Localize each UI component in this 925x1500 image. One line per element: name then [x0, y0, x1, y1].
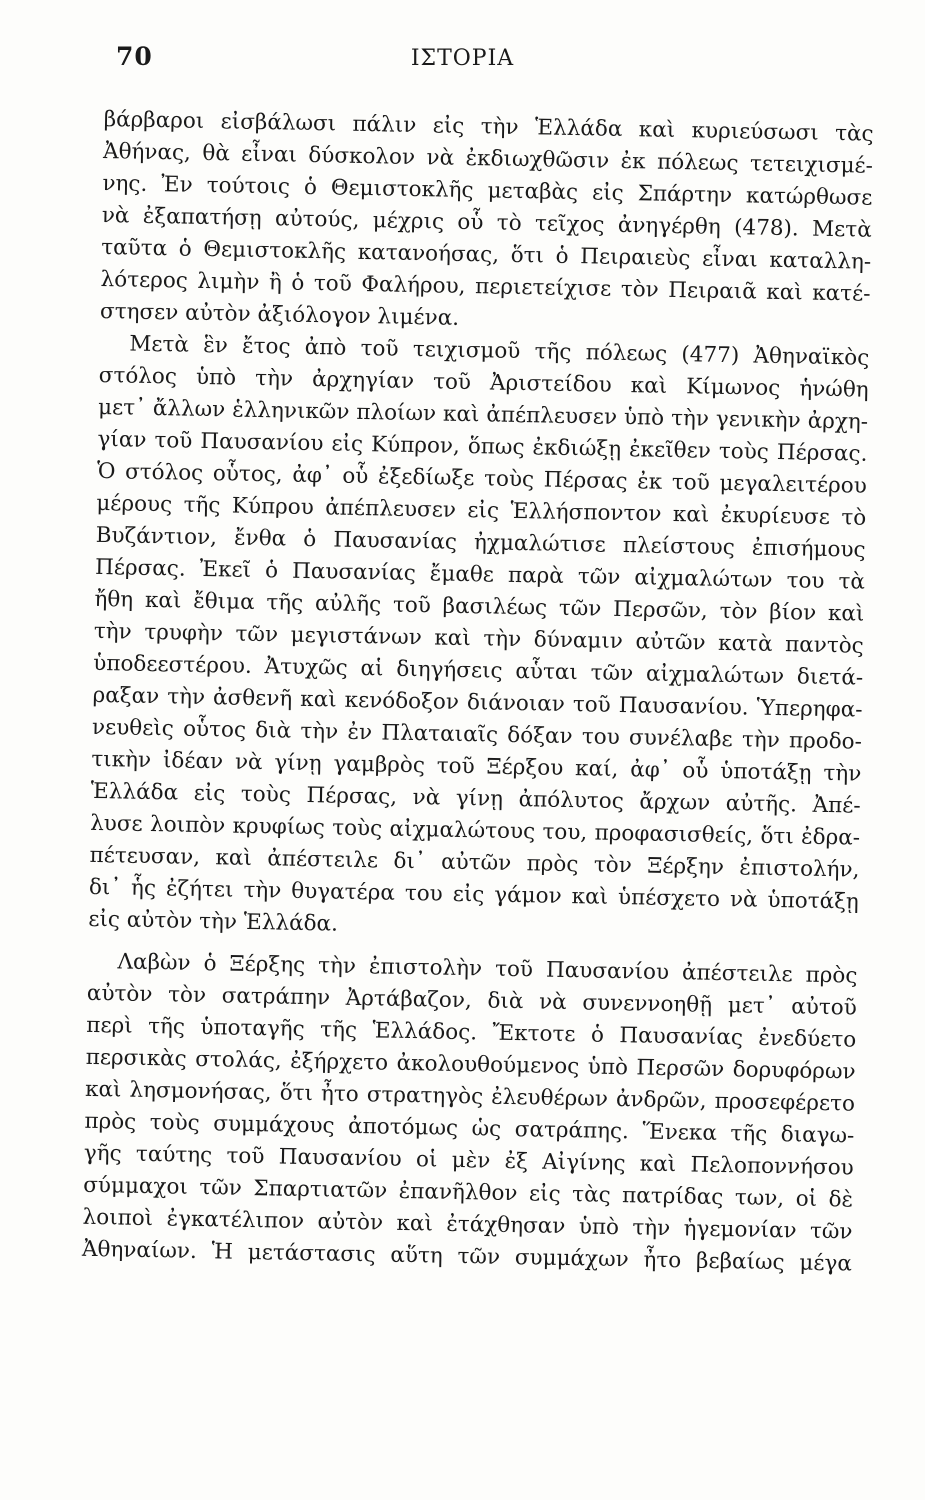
- running-title: ΙΣΤΟΡΙΑ: [410, 46, 515, 71]
- text-line: Λαβὼν ὁ Ξέρξης τὴν ἐπιστολὴν τοῦ Παυσανίου ἀπέστειλε πρὸς: [117, 949, 858, 989]
- text-line: τικὴν ἰδέαν νὰ γίνῃ γαμβρὸς τοῦ Ξέρξου καί, ἀφ᾽ οὗ ὑποτάξῃ τὴν: [91, 746, 862, 787]
- text-line: ταῦτα ὁ Θεμιστοκλῆς κατανοήσας, ὅτι ὁ Πειραιεὺς εἶναι καταλλη-: [101, 234, 872, 275]
- text-line: λοιποὶ ἐγκατέλιπον αὐτὸν καὶ ἐτάχθησαν ὑπὸ τὴν ἡγεμονίαν τῶν: [82, 1204, 853, 1245]
- page-number: 70: [116, 42, 153, 71]
- text-line: ἤθη καὶ ἔθιμα τῆς αὐλῆς τοῦ βασιλέως τῶν Περσῶν, τὸν βίον καὶ: [94, 586, 865, 627]
- text-line: νης. Ἐν τούτοις ὁ Θεμιστοκλῆς μεταβὰς εἰς Σπάρτην κατώρθωσε: [102, 170, 873, 211]
- text-line: νευθεὶς οὗτος διὰ τὴν ἐν Πλαταιαῖς δόξαν του συνέλαβε τὴν προδο-: [91, 714, 863, 755]
- text-line: γίαν τοῦ Παυσανίου εἰς Κύπρον, ὅπως ἐκδιώξῃ ἐκεῖθεν τοὺς Πέρσας.: [97, 426, 868, 467]
- text-line: μετ᾽ ἄλλων ἑλληνικῶν πλοίων καὶ ἀπέπλευσεν ὑπὸ τὴν γενικὴν ἀρχη-: [97, 394, 869, 435]
- text-line: γῆς ταύτης τοῦ Παυσανίου οἱ μὲν ἐξ Αἰγίνης καὶ Πελοποννήσου: [83, 1140, 854, 1181]
- text-line: Ἀθηναίων. Ἡ μετάστασις αὕτη τῶν συμμάχων ἦτο βεβαίως μέγα: [81, 1236, 853, 1277]
- text-line: Βυζάντιον, ἔνθα ὁ Παυσανίας ἠχμαλώτισε πλείστους ἐπισήμους: [95, 522, 866, 563]
- text-line: δι᾽ ἧς ἐζήτει τὴν θυγατέρα του εἰς γάμον καὶ ὑπέσχετο νὰ ὑποτάξῃ: [88, 874, 860, 915]
- text-line: πρὸς τοὺς συμμάχους ἀποτόμως ὡς σατράπης. Ἕνεκα τῆς διαγω-: [84, 1108, 855, 1149]
- text-line: περὶ τῆς ὑποταγῆς τῆς Ἑλλάδος. Ἔκτοτε ὁ Παυσανίας ἐνεδύετο: [86, 1012, 857, 1053]
- text-line: εἰς αὐτὸν τὴν Ἑλλάδα.: [88, 906, 339, 937]
- text-line: ραξαν τὴν ἀσθενῆ καὶ κενόδοξον διάνοιαν τοῦ Παυσανίου. Ὑπερηφα-: [92, 682, 863, 723]
- text-line: σύμμαχοι τῶν Σπαρτιατῶν ἐπανῆλθον εἰς τὰς πατρίδας των, οἱ δὲ: [82, 1172, 854, 1213]
- text-line: Ἀθήνας, θὰ εἶναι δύσκολον νὰ ἐκδιωχθῶσιν ἐκ πόλεως τετειχισμέ-: [102, 138, 874, 179]
- text-line: λότερος λιμὴν ἢ ὁ τοῦ Φαλήρου, περιετείχισε τὸν Πειραιᾶ καὶ κατέ-: [100, 266, 871, 307]
- body-text: [82, 104, 874, 1281]
- text-line: περσικὰς στολάς, ἐξήρχετο ἀκολουθούμενος ὑπὸ Περσῶν δορυφόρων: [85, 1044, 856, 1085]
- page-header: [0, 42, 925, 82]
- text-line: νὰ ἐξαπατήσῃ αὐτούς, μέχρις οὗ τὸ τεῖχος ἀνηγέρθη (478). Μετὰ: [101, 202, 872, 243]
- text-line: βάρβαροι εἰσβάλωσι πάλιν εἰς τὴν Ἑλλάδα καὶ κυριεύσωσι τὰς: [103, 106, 874, 147]
- paragraph-3: [82, 946, 858, 1281]
- text-line: μέρους τῆς Κύπρου ἀπέπλευσεν εἰς Ἑλλήσποντον καὶ ἐκυρίευσε τὸ: [96, 490, 867, 531]
- text-line: αὐτὸν τὸν σατράπην Ἀρτάβαζον, διὰ νὰ συνεννοηθῇ μετ᾽ αὐτοῦ: [86, 980, 858, 1021]
- text-line: Ὁ στόλος οὗτος, ἀφ᾽ οὗ ἐξεδίωξε τοὺς Πέρσας ἐκ τοῦ μεγαλειτέρου: [96, 458, 868, 499]
- text-line: καὶ λησμονήσας, ὅτι ἦτο στρατηγὸς ἐλευθέρων ἀνδρῶν, προσεφέρετο: [84, 1076, 856, 1117]
- text-line: Μετὰ ἓν ἔτος ἀπὸ τοῦ τειχισμοῦ τῆς πόλεως (477) Ἀθηναϊκὸς: [129, 331, 870, 371]
- text-line: ὑποδεεστέρου. Ἀτυχῶς αἱ διηγήσεις αὗται τῶν αἰχμαλώτων διετά-: [93, 650, 864, 691]
- text-line: τὴν τρυφὴν τῶν μεγιστάνων καὶ τὴν δύναμιν αὐτῶν κατὰ παντὸς: [93, 618, 864, 659]
- paragraph-2: [88, 328, 870, 951]
- text-line: Ἑλλάδα εἰς τοὺς Πέρσας, νὰ γίνῃ ἀπόλυτος ἄρχων αὐτῆς. Ἀπέ-: [90, 778, 861, 819]
- text-line: στόλος ὑπὸ τὴν ἀρχηγίαν τοῦ Ἀριστείδου καὶ Κίμωνος ἡνώθη: [98, 362, 869, 403]
- paragraph-1: [100, 104, 874, 343]
- text-line: στησεν αὐτὸν ἀξιόλογον λιμένα.: [99, 298, 460, 331]
- text-line: λυσε λοιπὸν κρυφίως τοὺς αἰχμαλώτους του, προφασισθείς, ὅτι ἐδρα-: [89, 810, 861, 851]
- text-line: Πέρσας. Ἐκεῖ ὁ Παυσανίας ἔμαθε παρὰ τῶν αἰχμαλώτων του τὰ: [94, 554, 866, 595]
- text-line: πέτευσαν, καὶ ἀπέστειλε δι᾽ αὐτῶν πρὸς τὸν Ξέρξην ἐπιστολήν,: [89, 842, 860, 883]
